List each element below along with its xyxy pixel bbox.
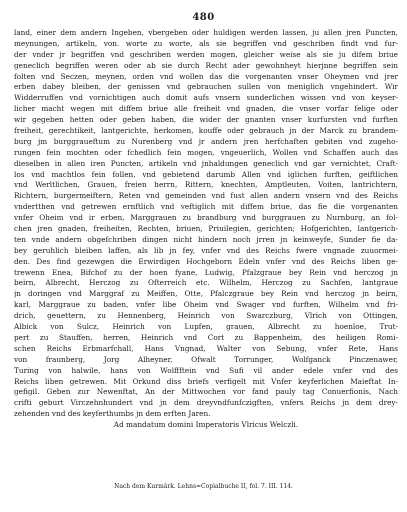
- text-line: schen Reichs Erbmarfchall, Hans Vngnad, Walter von Sebung, vnfer Rete, Hans: [14, 343, 398, 353]
- document-body: [14, 28, 398, 431]
- text-line: den. Des find gezewgen die Erwirdigen Hochgeborn Edeln vnfer vnd des Reichs liben ge-: [14, 256, 398, 266]
- text-line: vnd Werltlichen, Grauen, freien herrn, Rittern, knechten, Amptleuten, Voiten, lantrichtern,: [14, 180, 398, 190]
- text-line: ten vnde andern obgefchriben dingen nicht hindern noch jrren jn keinweyfe, Sunder fie da-: [14, 234, 398, 244]
- text-line: los vnd machtlos fein follen, vnd gebietend darumb Allen vnd iglichen furften, geiftlichen: [14, 169, 398, 179]
- text-line: land, einer dem andern Ingeben, vbergeben oder huldigen werden lassen, ju allen jren Puncten,: [14, 28, 398, 37]
- text-line: pert zu Stauffen, herren, Heinrich vnd Cort zu Bappenheim, des heiligen Romi-: [14, 332, 398, 342]
- text-line: burg jm burggraueftum zu Nurenberg vnd jr andern jren herfchaften gebiten vnd zugeho-: [14, 136, 398, 146]
- text-line: Richtern, burgermeiftern, Reten vnd gemeinden vnd fust allen andern vnsern vnd des Reichs: [14, 191, 398, 201]
- text-line: gefigil. Geben zur Newenftat, An der Mittwochen vor fand pauly tag Conuerfionis, Nach: [14, 387, 398, 397]
- text-line: erben dabey bleiben, der genissen vnd gebrauchen sullen von meniglich vngehindert. Wir: [14, 82, 398, 92]
- text-line: von fraunberg, Jorg Alheyner, Ofwalt Torrunger, Wolfganck Pinczenawer,: [14, 354, 398, 364]
- text-line: bey geruhlich bleiben laffen, als lib jn fey, vnfer vnd des Reichs fwere vngnade zuuormei-: [14, 245, 398, 255]
- text-line: crifti geburt Virczehnhundert vnd jn dem dreyvndfunfczigften, vnfers Reichs jn dem drey-: [14, 398, 398, 408]
- text-line: folten vnd Seczen, meynen, orden vnd wollen das die vorgenanten vnser Oheymen vnd jrer: [14, 71, 398, 81]
- text-line: Albick von Sulcz, Heinrich von Lupfen, grauen, Albrecht zu hoenloe, Trut-: [14, 322, 398, 332]
- text-line: jn doringen vnd Marggraf zu Meiffen, Otte, Pfalczgraue bey Rein vnd herczog jn beirn,: [14, 289, 398, 299]
- text-line: trewenn Enea, Bifchof zu der hoen fyane, Ludwig, Pfalzgraue bey Rein vnd herczog jn: [14, 267, 398, 277]
- source-note: Nach dem Kurmärk. Lehns=Copialbuche II, fol. 7. III. 114.: [114, 483, 293, 490]
- text-line: der vnder jr begriffen vnd geschriben werden mogen, gleicher weise als sie ju difem briue: [14, 49, 398, 59]
- text-line: rungen fein mochten oder fchedlich fein mogen, vngeuerlich, Wollen vnd Schaffen auch das: [14, 147, 398, 157]
- closing-line: Ad mandatum domini Imperatoris Vlricus Welczli.: [113, 420, 299, 430]
- text-line: Turing von halwile, hans von Wolffftein vnd Sufi vil ander edele vnfer vnd des: [14, 365, 398, 375]
- text-line: vnfer Oheim vnd ir erben, Marggrauen zu brandburg vnd burggrauen zu Nurnburg, an fol-: [14, 213, 398, 223]
- text-line: chen jren gnaden, freiheiten, Rechten, briuen, Priuilegien, gerichten; Hofgerichten, lantgerich-: [14, 224, 398, 234]
- text-line: drich, geuettern, zu Hennenberg, Heinrich von Swarczburg, Vlrich von Ottingen,: [14, 311, 398, 321]
- text-line: Reichs liben getrewen. Mit Orkund diss briefs verfigelt mit Vnfer keyferlichen Maieftat In-: [14, 376, 398, 386]
- text-line: karl, Marggraue zu baden, vnfer libe Oheim vnd Swager vnd furften, Wilhelm vnd fri-: [14, 300, 398, 310]
- text-line: wir gegeben hetten oder geben haben, die wider der gnanten vnser kurfursten vnd furften: [14, 115, 398, 125]
- text-line: freiheit, gerechtikeit, lantgerichte, herkomen, kouffe oder gebrauch jn der Marck zu brandem-: [14, 126, 398, 136]
- text-line: beirn, Albrecht, Herczog zu Ofterreich etc. Wilhelm, Herczog zu Sachfen, lantgraue: [14, 278, 398, 288]
- text-line: licher macht wegen mit diffem briue alle freiheit vnd gnaden, die vnser vorfar felige oder: [14, 104, 398, 114]
- text-line: geneclich begriffen weren oder ab sie durch Recht ader gewohnheyt hierjnne begriffen sein: [14, 60, 398, 70]
- text-line: Widderruffen vnd vornichtigen auch domit aufs vnsern sunderlichen wissen vnd von keyser-: [14, 93, 398, 103]
- page-number: 480: [192, 12, 215, 23]
- text-line: zehenden vnd des keyferthumbs jn dem erften Jaren.: [14, 409, 211, 419]
- text-line: meynungen, artikeln, von. worte zu worte, als sie begriffen vnd geschriben findt vnd fur-: [14, 38, 398, 48]
- text-line: vndertthen vnd getrewen ernftlich vnd veftiglich mit diffem briue, das fie die vorgenanten: [14, 202, 398, 212]
- text-line: dieselben in allen iren Puncten, artikeln vnd jnhaldungen geneclich vnd gar vernichtet, Craft-: [14, 158, 398, 168]
